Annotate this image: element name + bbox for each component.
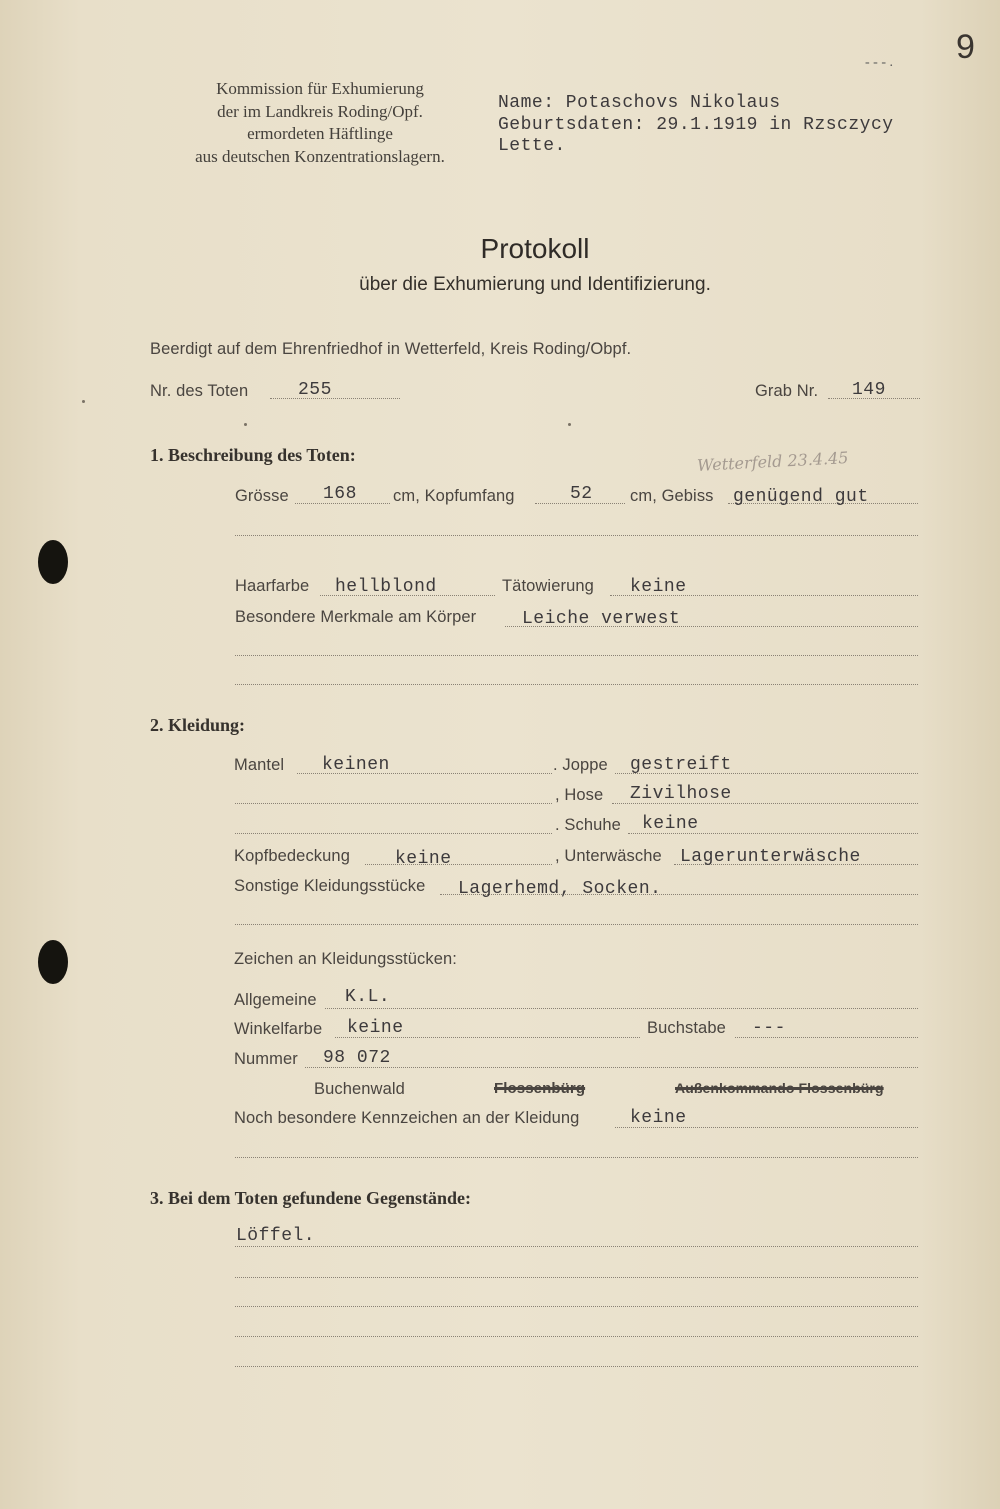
camp-flossenbuerg-text: Flossenbürg	[494, 1080, 586, 1097]
blank-line	[235, 655, 918, 656]
headwear-value: keine	[395, 849, 452, 869]
commission-line-4: aus deutschen Konzentrationslagern.	[195, 146, 445, 166]
camp-buchenwald: Buchenwald	[314, 1080, 405, 1098]
blank-line	[235, 684, 918, 685]
grave-label: Grab Nr.	[755, 382, 819, 400]
section-2-heading: 2. Kleidung:	[150, 715, 246, 735]
features-value: Leiche verwest	[522, 609, 681, 629]
burial-text: Beerdigt auf dem Ehrenfriedhof in Wetterfeld, Kreis Roding/Obpf.	[150, 340, 632, 358]
section-3-heading: 3. Bei dem Toten gefundene Gegenstände:	[150, 1188, 472, 1208]
blank-line	[235, 1157, 918, 1158]
general-label: Allgemeine	[234, 991, 317, 1009]
corner-marks: - - - .	[865, 55, 893, 70]
coat-value: keinen	[322, 755, 390, 775]
camp-subcommand-struck	[675, 1080, 884, 1096]
number-line	[305, 1067, 918, 1068]
special-label: Noch besondere Kennzeichen an der Kleidung	[234, 1109, 580, 1127]
paper-speck	[568, 423, 571, 426]
blank-line	[235, 924, 918, 925]
blank-line	[235, 833, 552, 834]
jacket-label: . Joppe	[553, 756, 608, 774]
commission-line-2: der im Landkreis Roding/Opf.	[217, 101, 423, 121]
size-label: Grösse	[235, 487, 289, 505]
special-value: keine	[630, 1108, 687, 1128]
commission-header	[160, 78, 480, 168]
blank-line	[235, 1277, 918, 1278]
triangle-label: Winkelfarbe	[234, 1020, 323, 1038]
grave-number: 149	[852, 380, 886, 400]
other-label: Sonstige Kleidungsstücke	[234, 877, 426, 895]
teeth-value: genügend gut	[733, 487, 869, 507]
jacket-label-text: Joppe	[562, 756, 608, 774]
jacket-value: gestreift	[630, 755, 732, 775]
dead-number-label: Nr. des Toten	[150, 382, 249, 400]
typed-nationality: Lette.	[498, 136, 566, 156]
punch-hole-lower	[38, 940, 68, 984]
marks-label: Zeichen an Kleidungsstücken:	[234, 950, 457, 968]
general-value: K.L.	[345, 987, 391, 1007]
head-value: 52	[570, 484, 593, 504]
underwear-label: , Unterwäsche	[555, 847, 662, 865]
camp-subcommand-text: Außenkommando Flossenbürg	[675, 1080, 884, 1096]
tattoo-value: keine	[630, 577, 687, 597]
dead-number: 255	[298, 380, 332, 400]
trousers-label: , Hose	[555, 786, 604, 804]
blank-line	[235, 803, 552, 804]
blank-line	[235, 1336, 918, 1337]
commission-line-1: Kommission für Exhumierung	[216, 79, 424, 98]
paper-speck	[82, 400, 85, 403]
shoes-label: . Schuhe	[555, 816, 621, 834]
features-label: Besondere Merkmale am Körper	[235, 608, 477, 626]
tattoo-label: Tätowierung	[502, 577, 594, 595]
dead-number-line	[270, 398, 400, 399]
page-number: 9	[956, 28, 975, 66]
number-label: Nummer	[234, 1050, 298, 1068]
typed-name: Name: Potaschovs Nikolaus	[498, 93, 781, 113]
underwear-value: Lagerunterwäsche	[680, 847, 861, 867]
other-value: Lagerhemd, Socken.	[458, 879, 662, 899]
commission-line-3: ermordeten Häftlinge	[247, 124, 393, 143]
teeth-label: cm, Gebiss	[630, 487, 714, 505]
hair-label: Haarfarbe	[235, 577, 310, 595]
trousers-value: Zivilhose	[630, 784, 732, 804]
underwear-label-text: Unterwäsche	[564, 847, 662, 865]
letter-value: ---	[752, 1018, 786, 1038]
head-label: cm, Kopfumfang	[393, 487, 515, 505]
shoes-value: keine	[642, 814, 699, 834]
hair-value: hellblond	[335, 577, 437, 597]
punch-hole-upper	[38, 540, 68, 584]
section-1-heading: 1. Beschreibung des Toten:	[150, 445, 356, 465]
paper-speck	[244, 423, 247, 426]
typed-header	[498, 93, 894, 158]
blank-line	[235, 1306, 918, 1307]
number-value: 98 072	[323, 1048, 391, 1068]
page-subtitle: über die Exhumierung und Identifizierung.	[359, 274, 711, 295]
page-title: Protokoll	[480, 233, 590, 264]
camp-flossenbuerg-struck	[494, 1080, 585, 1097]
blank-line	[235, 1366, 918, 1367]
letter-label: Buchstabe	[647, 1019, 726, 1037]
triangle-value: keine	[347, 1018, 404, 1038]
items-line	[235, 1246, 918, 1247]
general-line	[325, 1008, 918, 1009]
blank-line	[235, 535, 918, 536]
headwear-label: Kopfbedeckung	[234, 847, 350, 865]
size-value: 168	[323, 484, 357, 504]
headwear-line	[365, 864, 552, 865]
shoes-label-text: Schuhe	[564, 816, 621, 834]
trousers-label-text: Hose	[564, 786, 604, 804]
items-value: Löffel.	[236, 1226, 316, 1246]
typed-birth: Geburtsdaten: 29.1.1919 in Rzsczycy	[498, 114, 894, 135]
handwritten-note: Wetterfeld 23.4.45	[696, 448, 849, 475]
coat-label: Mantel	[234, 756, 285, 774]
